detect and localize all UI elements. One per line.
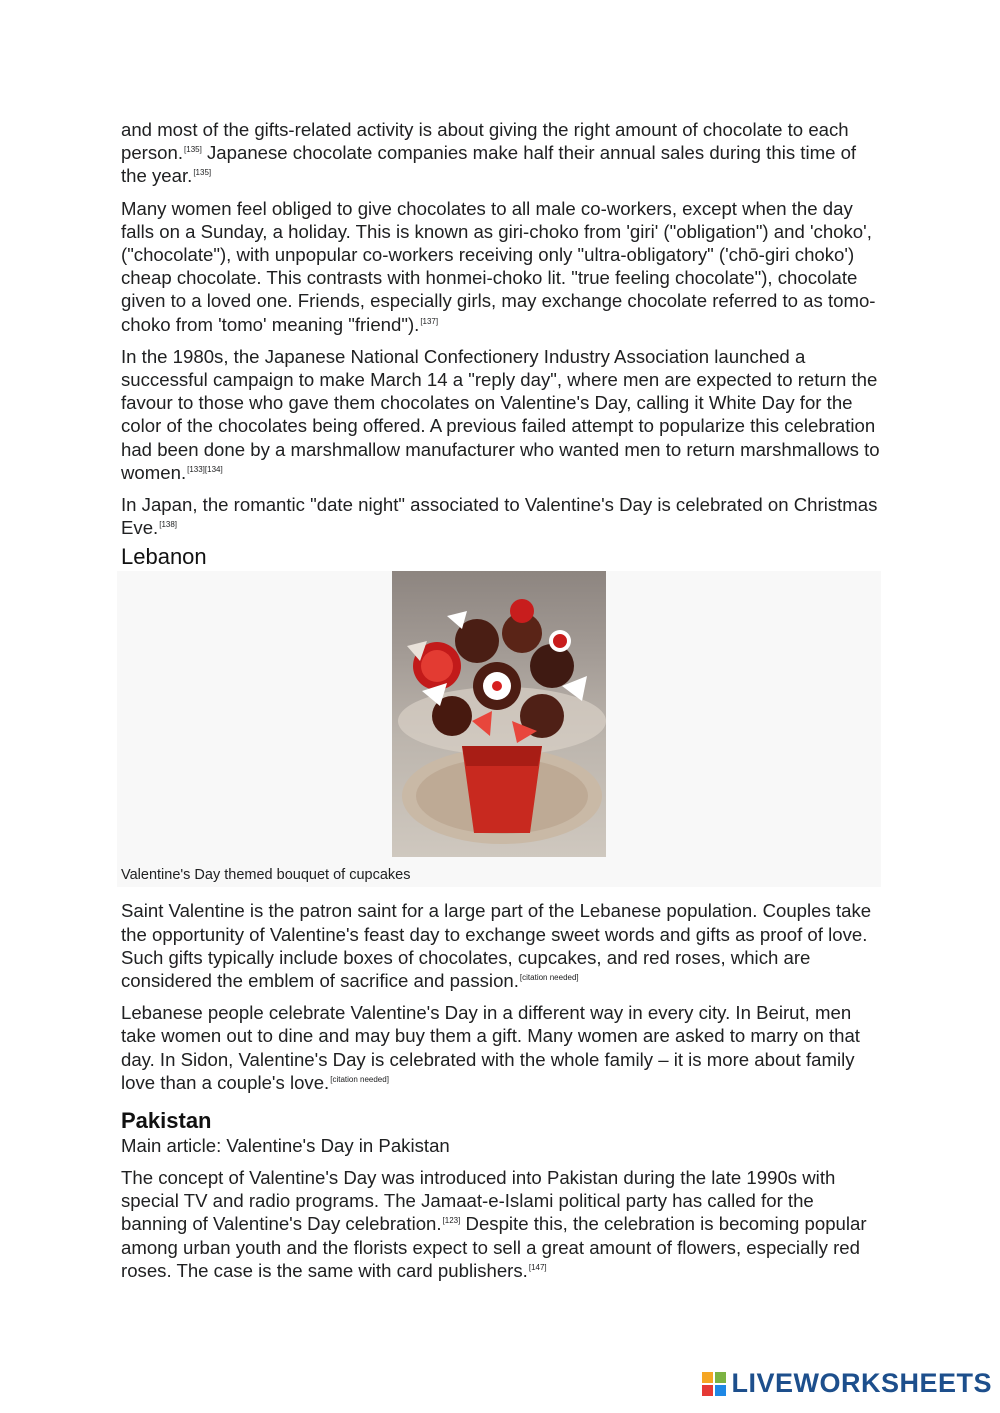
paragraph-giri-choko: Many women feel obliged to give chocolates to all male co-workers, except when the day falls on a Sunday, a holiday. This is known as giri-choko from 'giri' ("obligation") and 'choko', ("chocolate"), with unpopular co-workers receiving only "ultra-obligatory" ('chō-giri choko') cheap chocolate. This contrasts with honmei-choko lit. "true feeling chocolate"), chocolate given to a loved one. Friends, especially girls, may exchange chocolate referred to as tomo-choko from 'tomo' meaning "friend").[137] xyxy=(121,197,876,335)
paragraph-chocolate-sales: and most of the gifts-related activity is about giving the right amount of chocolate to each person.[135] Japanese chocolate companies make half their annual sales during this time of the year.[135] xyxy=(121,119,857,187)
citation[interactable]: [133][134] xyxy=(187,464,223,474)
paragraph-pakistan: The concept of Valentine's Day was introduced into Pakistan during the late 1990s with special TV and radio programs. The Jamaat-e-Islami political party has called for the banning of Valentine's Day celebration.[123] Despite this, the celebration is becoming popular among urban youth and the florists expect to sell a great amount of flowers, especially red roses. The case is the same with card publishers.[147] xyxy=(121,1167,867,1281)
citation-needed[interactable]: [citation needed] xyxy=(330,1074,389,1084)
citation[interactable]: [135] xyxy=(193,168,212,178)
citation[interactable]: [138] xyxy=(159,520,178,530)
liveworksheets-logo xyxy=(701,1368,992,1399)
figure-caption: Valentine's Day themed bouquet of cupcakes xyxy=(121,867,411,884)
cupcake-bouquet-illustration xyxy=(392,571,606,857)
citation[interactable]: [135] xyxy=(184,145,202,155)
paragraph-lebanon-cities: Lebanese people celebrate Valentine's Day in a different way in every city. In Beirut, men take women out to dine and may buy them a gift. Many women are asked to marry on that day. In Sidon, Valentine's Day is celebrated with the whole family – it is more about family love than a couple's love.[citation needed] xyxy=(121,1002,860,1093)
cupcake-bouquet-image[interactable] xyxy=(392,571,606,857)
citation[interactable]: [123] xyxy=(442,1216,461,1226)
paragraph-date-night: In Japan, the romantic "date night" associated to Valentine's Day is celebrated on Christmas Eve.[138] xyxy=(121,494,878,539)
article-body xyxy=(121,118,881,1291)
citation-needed[interactable]: [citation needed] xyxy=(519,973,579,983)
main-article-hatnote[interactable]: Main article: Valentine's Day in Pakistan xyxy=(121,1135,450,1157)
citation[interactable]: [147] xyxy=(528,1262,547,1272)
paragraph-white-day: In the 1980s, the Japanese National Confectionery Industry Association launched a successful campaign to make March 14 a "reply day", where men are expected to return the favour to those who gave them chocolates on Valentine's Day, calling it White Day for the color of the chocolates being offered. A previous failed attempt to popularize this celebration had been done by a marshmallow manufacturer who wanted men to return marshmallows to women.[133][134] xyxy=(121,345,880,483)
liveworksheets-logo-icon xyxy=(701,1370,729,1398)
figure-cupcake-bouquet xyxy=(117,571,881,887)
liveworksheets-logo-text: LIVEWORKSHEETS xyxy=(731,1368,992,1398)
paragraph-lebanon-patron: Saint Valentine is the patron saint for a large part of the Lebanese population. Couples take the opportunity of Valentine's feast day to exchange sweet words and gifts as proof of love. Such gifts typically include boxes of chocolates, cupcakes, and red roses, which are considered the emblem of sacrifice and passion.[citation needed] xyxy=(121,900,872,992)
section-heading-lebanon: Lebanon xyxy=(121,544,207,570)
citation[interactable]: [137] xyxy=(420,316,439,326)
section-heading-pakistan: Pakistan xyxy=(121,1108,212,1134)
